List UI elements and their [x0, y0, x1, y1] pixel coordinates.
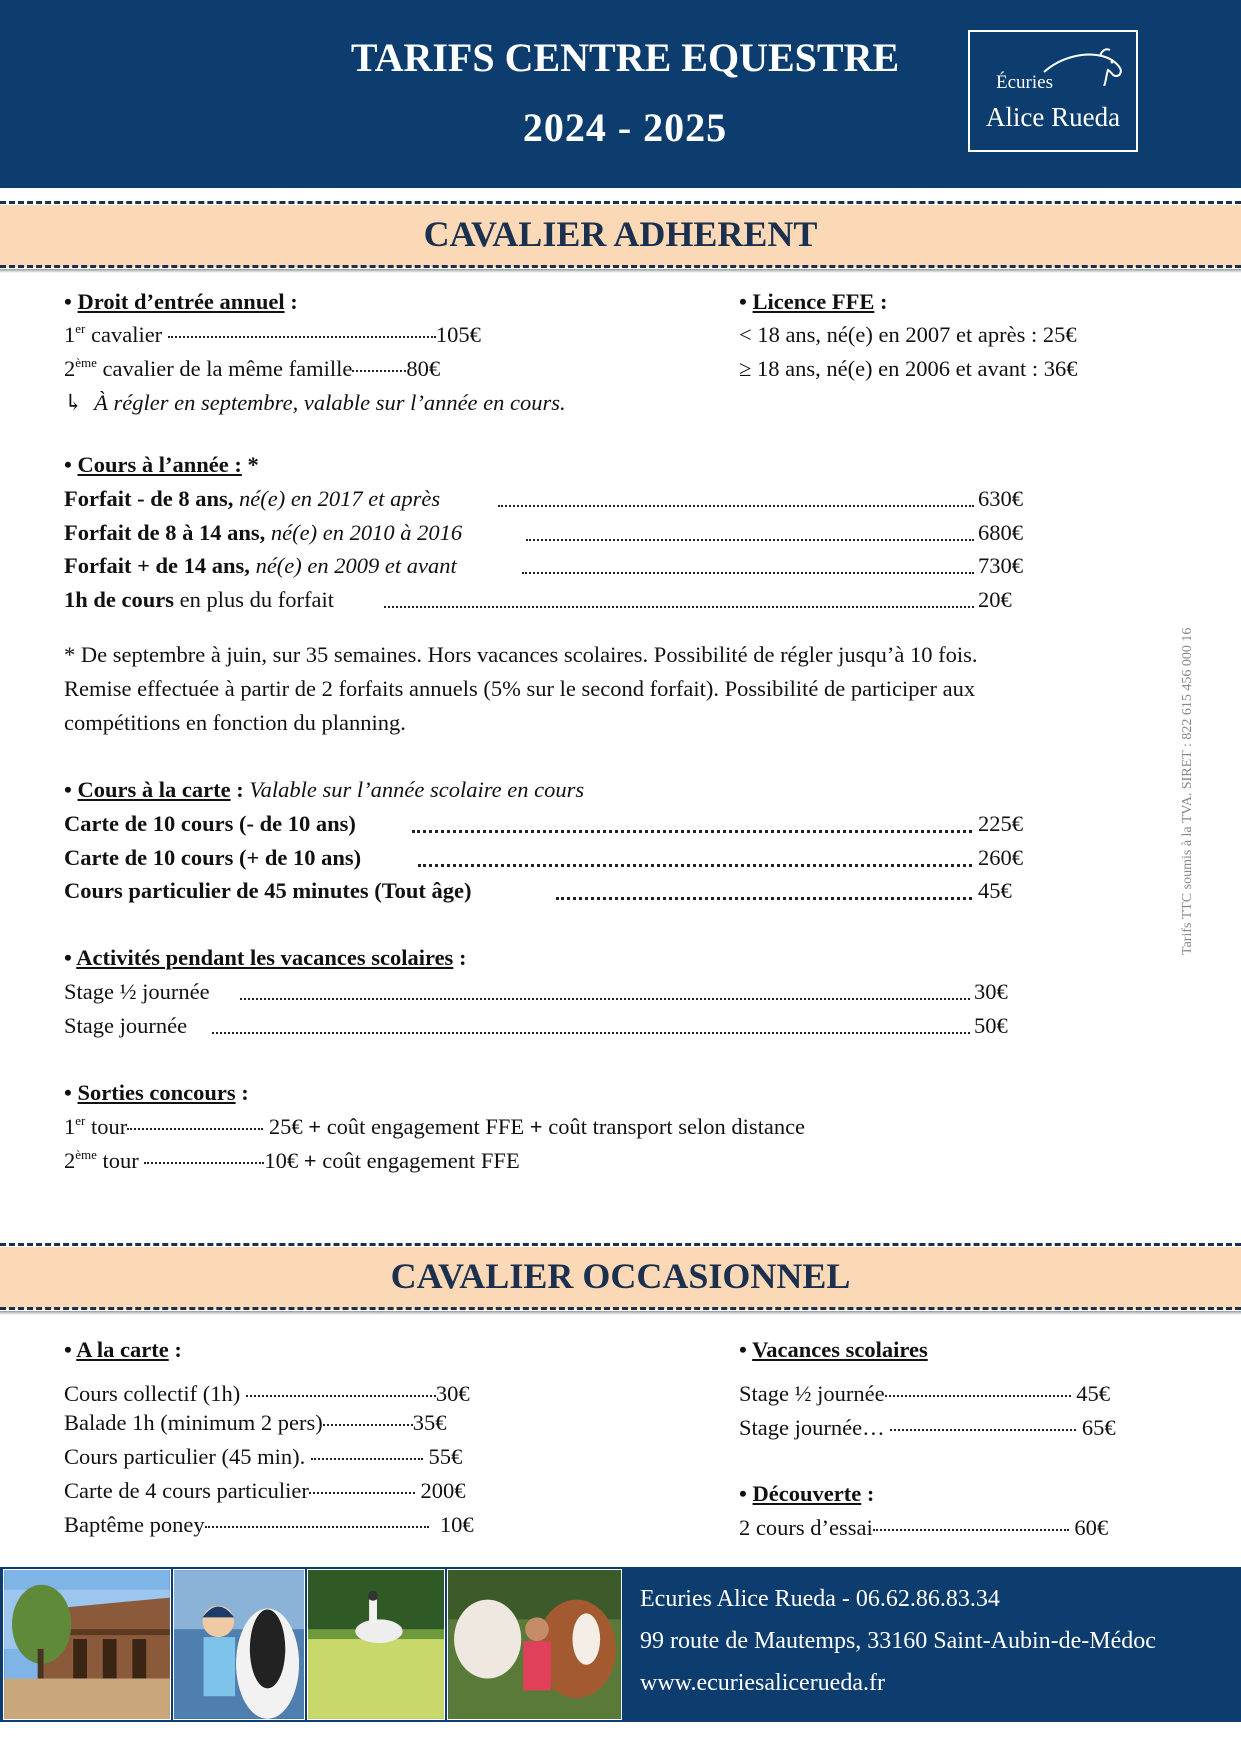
- leader-dots: [240, 998, 970, 1000]
- row-carte-2: Carte de 10 cours (+ de 10 ans): [64, 845, 362, 870]
- row-forfait-1: Forfait - de 8 ans, né(e) en 2017 et après: [64, 486, 441, 511]
- row-occ-carte-4: Carte de 4 cours particulier 200€: [64, 1478, 466, 1503]
- row-occ-carte-3: Cours particulier (45 min). 55€: [64, 1444, 463, 1469]
- page-year: 2024 - 2025: [522, 105, 728, 150]
- price-vacances-2: 50€: [974, 1013, 1008, 1038]
- licence-line-2: ≥ 18 ans, né(e) en 2006 et avant : 36€: [739, 356, 1078, 381]
- divider-dashed: [0, 201, 1241, 204]
- footer-website[interactable]: www.ecuriesalicerueda.fr: [640, 1670, 885, 1696]
- row-occ-carte-5: Baptême poney 10€: [64, 1512, 474, 1537]
- siret-note: Tarifs TTC soumis à la TVA. SIRET : 822 615 456 000 16: [1180, 627, 1195, 955]
- section-band-adherent: [0, 205, 1241, 267]
- price-carte-2: 260€: [978, 845, 1023, 870]
- row-decouverte: 2 cours d’essai 60€: [739, 1515, 1109, 1540]
- heading-concours: • Sorties concours :: [64, 1080, 249, 1105]
- heading-vacances: • Activités pendant les vacances scolaires :: [64, 945, 467, 970]
- row-occ-carte-1: Cours collectif (1h) 30€: [64, 1381, 470, 1406]
- arrow-icon: ↳: [64, 390, 83, 415]
- divider-dashed: [0, 1307, 1241, 1310]
- photo-girl-horses: [447, 1569, 622, 1720]
- heading-licence: • Licence FFE :: [739, 289, 888, 314]
- divider-dashed: [0, 265, 1241, 268]
- leader-dots: [212, 1032, 970, 1034]
- leader-dots: [384, 606, 974, 608]
- divider-dashed: [0, 1243, 1241, 1246]
- note-cours-annee-1: * De septembre à juin, sur 35 semaines. Hors vacances scolaires. Possibilité de régler jusqu’à 10 fois.: [64, 642, 978, 667]
- leader-dots: [418, 864, 972, 867]
- photo-child-pony: [173, 1569, 305, 1720]
- row-occ-carte-2: Balade 1h (minimum 2 pers) 35€: [64, 1410, 447, 1435]
- price: 80€: [406, 356, 441, 381]
- photo-stables: [3, 1569, 171, 1720]
- section-title-occasionnel: CAVALIER OCCASIONNEL: [390, 1256, 851, 1296]
- row-droit-2: 2ème cavalier de la même famille 80€: [64, 355, 441, 381]
- note-cours-annee-3: compétitions en fonction du planning.: [64, 710, 406, 735]
- row-carte-1: Carte de 10 cours (- de 10 ans): [64, 811, 356, 836]
- leader-dots: [412, 830, 972, 833]
- band-shadow: [0, 1311, 1241, 1315]
- row-vacances-2: Stage journée: [64, 1013, 188, 1038]
- horse-head-icon: [1040, 46, 1130, 86]
- heading-cours-carte: • Cours à la carte : Valable sur l’année scolaire en cours: [64, 777, 585, 802]
- header-banner: [0, 0, 1241, 188]
- leader-dots: [526, 539, 974, 541]
- footer-contact: Ecuries Alice Rueda - 06.62.86.83.34: [640, 1586, 1000, 1612]
- row-concours-2: 2ème tour 10€ + coût engagement FFE: [64, 1147, 520, 1173]
- row-occ-vacances-1: Stage ½ journée 45€: [739, 1381, 1110, 1406]
- price-forfait-3: 730€: [978, 553, 1023, 578]
- heading-occ-vacances: • Vacances scolaires: [739, 1337, 928, 1362]
- logo-text-ecuries: Écuries: [996, 72, 1053, 93]
- heading-decouverte: • Découverte :: [739, 1481, 875, 1506]
- licence-line-1: < 18 ans, né(e) en 2007 et après : 25€: [739, 322, 1077, 347]
- price-vacances-1: 30€: [974, 979, 1008, 1004]
- heading-cours-annee: • Cours à l’année : *: [64, 452, 259, 477]
- row-forfait-2: Forfait de 8 à 14 ans, né(e) en 2010 à 2016: [64, 520, 463, 545]
- price-carte-3: 45€: [978, 878, 1012, 903]
- price-forfait-1: 630€: [978, 486, 1023, 511]
- ecuries-logo: [968, 30, 1138, 152]
- row-occ-vacances-2: Stage journée… 65€: [739, 1415, 1116, 1440]
- leader-dots: [556, 897, 972, 900]
- row-forfait-3: Forfait + de 14 ans, né(e) en 2009 et avant: [64, 553, 457, 578]
- footer-address: 99 route de Mautemps, 33160 Saint-Aubin-de-Médoc: [640, 1628, 1156, 1654]
- price: 105€: [435, 322, 481, 347]
- note-droit: ↳ À régler en septembre, valable sur l’année en cours.: [64, 390, 566, 415]
- photo-rider-field: [307, 1569, 445, 1720]
- band-shadow: [0, 269, 1241, 273]
- row-concours-1: 1er tour 25€ + coût engagement FFE + coût transport selon distance: [64, 1113, 806, 1139]
- logo-text-name: Alice Rueda: [985, 102, 1121, 132]
- heading-droit-entree: • Droit d’entrée annuel :: [64, 289, 298, 314]
- page-title: TARIFS CENTRE EQUESTRE: [350, 35, 900, 80]
- note-cours-annee-2: Remise effectuée à partir de 2 forfaits annuels (5% sur le second forfait). Possibilité de participer aux: [64, 676, 976, 701]
- leader-dots: [498, 505, 974, 507]
- leader-dots: [522, 572, 974, 574]
- row-vacances-1: Stage ½ journée: [64, 979, 210, 1004]
- row-droit-1: 1er cavalier 105€: [64, 321, 481, 347]
- section-title-adherent: CAVALIER ADHERENT: [423, 214, 818, 254]
- price-carte-1: 225€: [978, 811, 1023, 836]
- heading-a-la-carte: • A la carte :: [64, 1337, 182, 1362]
- price-forfait-4: 20€: [978, 587, 1012, 612]
- row-forfait-4: 1h de cours en plus du forfait: [64, 587, 334, 612]
- section-band-occasionnel: [0, 1247, 1241, 1309]
- row-carte-3: Cours particulier de 45 minutes (Tout âge): [64, 878, 472, 903]
- price-forfait-2: 680€: [978, 520, 1023, 545]
